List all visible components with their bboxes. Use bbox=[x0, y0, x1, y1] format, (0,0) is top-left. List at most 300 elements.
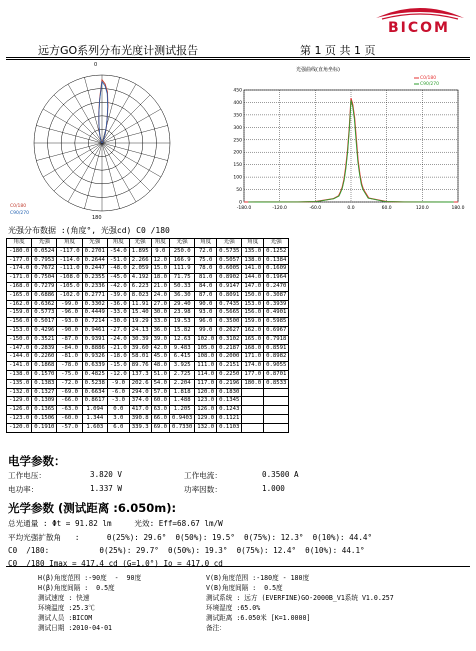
table-cell: 33.0 bbox=[151, 318, 169, 327]
table-cell: 0.1103 bbox=[217, 423, 242, 432]
table-header-cell: 光强 bbox=[129, 239, 151, 248]
table-cell: 50.33 bbox=[170, 282, 195, 291]
table-header-cell: 角度 bbox=[195, 239, 217, 248]
table-header-cell: 角度 bbox=[107, 239, 129, 248]
table-cell: 0.4449 bbox=[82, 309, 107, 318]
table-cell: -66.0 bbox=[57, 397, 82, 406]
table-cell: 9.0 bbox=[151, 247, 169, 256]
table-cell: 63.0 bbox=[151, 406, 169, 415]
x-tick-label: -60.0 bbox=[309, 206, 322, 211]
table-cell: 1.895 bbox=[129, 247, 151, 256]
table-cell: 171.0 bbox=[242, 353, 264, 362]
table-cell: -69.0 bbox=[57, 388, 82, 397]
table-cell: 0.5238 bbox=[82, 379, 107, 388]
table-cell: 0.7435 bbox=[217, 300, 242, 309]
table-cell: -33.0 bbox=[107, 309, 129, 318]
table-cell: 102.0 bbox=[195, 335, 217, 344]
table-cell: 0.6339 bbox=[82, 362, 107, 371]
table-cell: 0.6967 bbox=[264, 326, 289, 335]
table-cell: -57.0 bbox=[57, 423, 82, 432]
test-speed: 测试速度 : 快速 bbox=[38, 594, 90, 602]
report-title: 远方GO系列分布光度计测试报告 bbox=[38, 44, 199, 57]
table-cell: 15.40 bbox=[129, 309, 151, 318]
table-header-cell: 光强 bbox=[217, 239, 242, 248]
table-cell: 0.1506 bbox=[32, 414, 57, 423]
tester: 测试人员 :BICOM bbox=[38, 614, 93, 622]
table-cell: 0.1964 bbox=[264, 274, 289, 283]
table-cell: 36.0 bbox=[151, 326, 169, 335]
page-indicator: 第 1 页 共 1 页 bbox=[300, 44, 376, 57]
table-cell: -129.0 bbox=[7, 397, 32, 406]
table-cell: 0.7504 bbox=[32, 274, 57, 283]
table-cell: -75.0 bbox=[57, 370, 82, 379]
beam-angle-line: 平均光强扩散角 : θ(25%): 29.6° θ(50%): 19.5° θ(75%): 12.3° θ(10%): 44.4° bbox=[8, 533, 373, 542]
table-row bbox=[7, 370, 289, 379]
table-row bbox=[7, 335, 289, 344]
table-cell: -78.0 bbox=[57, 362, 82, 371]
table-cell: 0.2260 bbox=[32, 353, 57, 362]
table-cell: 0.2701 bbox=[82, 247, 107, 256]
table-cell bbox=[242, 414, 264, 423]
table-cell: 18.0 bbox=[151, 274, 169, 283]
table-cell bbox=[242, 406, 264, 415]
table-row bbox=[7, 423, 289, 432]
polar-spoke bbox=[102, 143, 150, 191]
line-legend-c90: C90/270 bbox=[420, 82, 439, 87]
table-cell: -105.0 bbox=[57, 282, 82, 291]
table-cell: 0.1910 bbox=[32, 423, 57, 432]
table-cell: 135.0 bbox=[242, 247, 264, 256]
table-cell: 168.0 bbox=[242, 344, 264, 353]
intensity-line-chart bbox=[226, 64, 470, 224]
table-cell: 120.0 bbox=[195, 388, 217, 397]
table-cell: -27.0 bbox=[107, 326, 129, 335]
table-row bbox=[7, 309, 289, 318]
table-cell: 78.0 bbox=[195, 265, 217, 274]
table-cell: 0.1365 bbox=[32, 406, 57, 415]
test-distance: 测试距离 :6.050米 [K=1.0000] bbox=[206, 614, 311, 622]
header-divider bbox=[6, 57, 470, 58]
table-cell: 3.0 bbox=[107, 414, 129, 423]
power-label: 电功率： bbox=[8, 485, 39, 494]
table-cell: 15.82 bbox=[170, 326, 195, 335]
table-cell: 6.0 bbox=[107, 423, 129, 432]
table-cell: 0.7672 bbox=[32, 265, 57, 274]
table-cell: -96.0 bbox=[57, 309, 82, 318]
h-angle-range: H(β)角度范围 :-90度 - 90度 bbox=[38, 574, 142, 582]
table-cell: 0.5017 bbox=[32, 318, 57, 327]
table-cell: 1.603 bbox=[82, 423, 107, 432]
current-value: 0.3500 A bbox=[262, 470, 299, 479]
table-cell: 0.8533 bbox=[264, 379, 289, 388]
polar-legend-c90: C90/270 bbox=[10, 211, 29, 216]
table-cell: 11.91 bbox=[129, 300, 151, 309]
table-cell: 84.0 bbox=[195, 282, 217, 291]
table-cell: -132.0 bbox=[7, 388, 32, 397]
y-tick-label: 100 bbox=[233, 175, 242, 181]
table-cell: 8.023 bbox=[129, 291, 151, 300]
table-cell: 39.0 bbox=[151, 335, 169, 344]
line-chart-title: 光强曲线(直角坐标) bbox=[296, 67, 340, 73]
header-divider-2 bbox=[6, 59, 470, 60]
y-tick-label: 0 bbox=[239, 200, 242, 206]
table-cell: 23.98 bbox=[170, 309, 195, 318]
table-cell: -150.0 bbox=[7, 335, 32, 344]
table-row bbox=[7, 247, 289, 256]
table-row bbox=[7, 344, 289, 353]
table-cell: 374.0 bbox=[129, 397, 151, 406]
table-cell: -120.0 bbox=[7, 423, 32, 432]
table-cell: 174.0 bbox=[242, 362, 264, 371]
table-cell: 60.0 bbox=[151, 397, 169, 406]
y-tick-label: 450 bbox=[233, 88, 242, 94]
polar-spoke bbox=[102, 125, 168, 143]
table-header-cell: 角度 bbox=[151, 239, 169, 248]
table-cell: 19.29 bbox=[129, 318, 151, 327]
table-cell: 0.6886 bbox=[32, 291, 57, 300]
polar-spoke bbox=[36, 125, 102, 143]
table-cell: 0.1243 bbox=[217, 406, 242, 415]
table-cell: 96.0 bbox=[195, 318, 217, 327]
table-cell: 0.9403 bbox=[170, 414, 195, 423]
table-cell: 2.725 bbox=[170, 370, 195, 379]
table-cell: 48.0 bbox=[151, 362, 169, 371]
polar-spoke bbox=[54, 95, 102, 143]
ambient-humidity: 环境湿度 :65.0% bbox=[206, 604, 261, 612]
table-cell: -123.0 bbox=[7, 414, 32, 423]
polar-spoke bbox=[102, 143, 136, 202]
table-cell bbox=[264, 414, 289, 423]
table-cell: 137.3 bbox=[129, 370, 151, 379]
table-cell: -174.0 bbox=[7, 265, 32, 274]
distribution-title: 光强分布数据 :(角度°, 光强cd) C0 /180 bbox=[8, 226, 170, 235]
polar-intensity-chart bbox=[8, 62, 196, 224]
table-cell: -144.0 bbox=[7, 353, 32, 362]
table-row bbox=[7, 274, 289, 283]
table-cell: 0.1309 bbox=[32, 397, 57, 406]
table-cell: 147.0 bbox=[242, 282, 264, 291]
table-cell: 0.0524 bbox=[32, 247, 57, 256]
table-cell: -84.0 bbox=[57, 344, 82, 353]
table-cell: -51.0 bbox=[107, 256, 129, 265]
table-cell: -135.0 bbox=[7, 379, 32, 388]
table-cell: 0.5985 bbox=[264, 318, 289, 327]
table-cell: 0.9147 bbox=[217, 282, 242, 291]
table-cell: 0.7330 bbox=[170, 423, 195, 432]
table-cell: -54.0 bbox=[107, 247, 129, 256]
table-cell: 0.1868 bbox=[32, 362, 57, 371]
footer-left bbox=[38, 572, 141, 632]
polar-spoke bbox=[84, 143, 102, 209]
table-cell: 0.4825 bbox=[82, 370, 107, 379]
table-cell: 150.0 bbox=[242, 291, 264, 300]
table-cell: 162.0 bbox=[242, 326, 264, 335]
table-cell: 0.7953 bbox=[32, 256, 57, 265]
table-cell: 0.7279 bbox=[32, 282, 57, 291]
table-cell: 0.0 bbox=[107, 406, 129, 415]
polar-legend-c0: C0/180 bbox=[10, 204, 27, 209]
table-cell: 0.9391 bbox=[82, 335, 107, 344]
table-cell: 141.0 bbox=[242, 265, 264, 274]
table-cell: -3.0 bbox=[107, 397, 129, 406]
polar-spoke bbox=[43, 109, 102, 143]
table-cell: 0.8982 bbox=[264, 353, 289, 362]
table-cell: -6.0 bbox=[107, 388, 129, 397]
table-cell: 0.5057 bbox=[217, 256, 242, 265]
h-angle-step: H(β)角度间隔 : 0.5度 bbox=[38, 584, 115, 592]
table-cell: 180.0 bbox=[242, 379, 264, 388]
polar-bottom-label: 180 bbox=[92, 215, 102, 221]
table-cell: 138.0 bbox=[242, 256, 264, 265]
table-cell: 71.75 bbox=[170, 274, 195, 283]
table-cell: 15.0 bbox=[151, 265, 169, 274]
test-system: 测试系统 : 远方 (EVERFINE)GO-2000B_V1系统 V1.0.257 bbox=[206, 594, 394, 602]
table-header-row bbox=[7, 239, 289, 248]
table-cell: -147.0 bbox=[7, 344, 32, 353]
table-cell: 0.1327 bbox=[32, 388, 57, 397]
footer-divider bbox=[6, 566, 470, 567]
table-cell: 0.1830 bbox=[217, 388, 242, 397]
table-cell: -36.0 bbox=[107, 300, 129, 309]
table-cell: 0.1345 bbox=[217, 397, 242, 406]
table-cell: 0.7214 bbox=[82, 318, 107, 327]
polar-spoke bbox=[43, 143, 102, 177]
table-cell: -60.0 bbox=[57, 414, 82, 423]
table-cell: 3.925 bbox=[170, 362, 195, 371]
table-cell: -111.0 bbox=[57, 265, 82, 274]
table-cell: 0.3087 bbox=[264, 291, 289, 300]
polar-series-c0 bbox=[99, 80, 108, 143]
polar-spoke bbox=[102, 143, 120, 209]
table-cell: 144.0 bbox=[242, 274, 264, 283]
table-cell: 0.2250 bbox=[217, 370, 242, 379]
table-cell: 0.2644 bbox=[82, 256, 107, 265]
polar-top-label: 0 bbox=[94, 62, 98, 68]
optical-section-title: 光学参数 (测试距离 :6.050m): bbox=[8, 501, 177, 515]
table-cell: 0.1383 bbox=[32, 379, 57, 388]
table-cell: 36.30 bbox=[170, 291, 195, 300]
table-cell: 0.3102 bbox=[217, 335, 242, 344]
x-tick-label: -180.0 bbox=[236, 206, 252, 211]
table-cell: -63.0 bbox=[57, 406, 82, 415]
table-cell: 1.344 bbox=[82, 414, 107, 423]
table-cell: 69.0 bbox=[151, 423, 169, 432]
table-cell: 0.1384 bbox=[264, 256, 289, 265]
table-header-cell: 光强 bbox=[82, 239, 107, 248]
table-cell: 0.3939 bbox=[264, 300, 289, 309]
table-cell: 1.488 bbox=[170, 397, 195, 406]
table-cell: 0.2839 bbox=[32, 344, 57, 353]
table-cell: -168.0 bbox=[7, 282, 32, 291]
table-cell: 30.0 bbox=[151, 309, 169, 318]
table-cell: -162.0 bbox=[7, 300, 32, 309]
table-cell: -171.0 bbox=[7, 274, 32, 283]
electrical-section-title: 电学参数： bbox=[8, 454, 66, 468]
table-cell: 0.9461 bbox=[82, 326, 107, 335]
table-cell: 339.3 bbox=[129, 423, 151, 432]
table-cell: -90.0 bbox=[57, 326, 82, 335]
table-cell: 24.0 bbox=[151, 291, 169, 300]
table-header-cell: 光强 bbox=[32, 239, 57, 248]
table-cell: 29.40 bbox=[170, 300, 195, 309]
table-cell: 1.094 bbox=[82, 406, 107, 415]
table-cell: -165.0 bbox=[7, 291, 32, 300]
polar-spoke bbox=[102, 77, 120, 143]
table-cell bbox=[242, 423, 264, 432]
table-cell: 0.6005 bbox=[217, 265, 242, 274]
table-cell: 0.8886 bbox=[82, 344, 107, 353]
x-tick-label: 120.0 bbox=[415, 206, 429, 211]
table-cell: -12.0 bbox=[107, 370, 129, 379]
table-cell: 0.9055 bbox=[264, 362, 289, 371]
table-cell: -114.0 bbox=[57, 256, 82, 265]
power-factor-label: 功率因数： bbox=[184, 485, 222, 494]
table-cell: 90.0 bbox=[195, 300, 217, 309]
table-cell: 21.0 bbox=[151, 282, 169, 291]
table-cell: 0.7918 bbox=[264, 335, 289, 344]
table-header-cell: 光强 bbox=[264, 239, 289, 248]
voltage-label: 工作电压： bbox=[8, 471, 46, 480]
table-cell: -156.0 bbox=[7, 318, 32, 327]
table-cell: 39.60 bbox=[129, 344, 151, 353]
luminous-flux-line: 总光通量 : Φt = 91.82 lm 光效: Eff=68.67 lm/W bbox=[8, 519, 223, 528]
v-angle-step: V(B)角度间隔 : 0.5度 bbox=[206, 584, 283, 592]
table-cell: 126.0 bbox=[195, 406, 217, 415]
table-cell: -18.0 bbox=[107, 353, 129, 362]
y-tick-label: 50 bbox=[236, 188, 242, 194]
table-cell: 0.2196 bbox=[217, 379, 242, 388]
x-tick-label: 60.0 bbox=[381, 206, 392, 211]
table-cell: 0.5735 bbox=[217, 247, 242, 256]
x-tick-label: -120.0 bbox=[272, 206, 287, 211]
table-cell: 93.0 bbox=[195, 309, 217, 318]
table-cell: -138.0 bbox=[7, 370, 32, 379]
table-cell: 123.0 bbox=[195, 397, 217, 406]
polar-spoke bbox=[54, 143, 102, 191]
table-cell: 1.818 bbox=[170, 388, 195, 397]
table-row bbox=[7, 291, 289, 300]
table-cell: 24.13 bbox=[129, 326, 151, 335]
table-cell: 0.2336 bbox=[82, 282, 107, 291]
table-cell: 0.8091 bbox=[217, 291, 242, 300]
table-cell: 156.0 bbox=[242, 309, 264, 318]
ambient-temperature: 环境温度 :25.3℃ bbox=[38, 604, 95, 612]
test-date: 测试日期 :2010-04-01 bbox=[38, 624, 113, 632]
table-cell: 27.0 bbox=[151, 300, 169, 309]
table-row bbox=[7, 353, 289, 362]
table-cell: 0.8701 bbox=[264, 370, 289, 379]
table-cell bbox=[264, 406, 289, 415]
table-cell: 0.2470 bbox=[264, 282, 289, 291]
table-cell: -108.0 bbox=[57, 274, 82, 283]
table-cell: 99.0 bbox=[195, 326, 217, 335]
table-cell: 57.0 bbox=[151, 388, 169, 397]
polar-spoke bbox=[68, 143, 102, 202]
table-cell bbox=[242, 388, 264, 397]
polar-spoke bbox=[36, 143, 102, 161]
current-label: 工作电流： bbox=[184, 471, 222, 480]
table-cell: -117.0 bbox=[57, 247, 82, 256]
table-cell: 117.0 bbox=[195, 379, 217, 388]
polar-spoke bbox=[102, 143, 161, 177]
x-tick-label: 180.0 bbox=[451, 206, 465, 211]
table-cell: 105.0 bbox=[195, 344, 217, 353]
table-cell: 58.01 bbox=[129, 353, 151, 362]
table-cell: 51.0 bbox=[151, 370, 169, 379]
table-cell: 0.2771 bbox=[82, 291, 107, 300]
table-cell: 0.3500 bbox=[217, 318, 242, 327]
table-cell: 75.0 bbox=[195, 256, 217, 265]
table-row bbox=[7, 300, 289, 309]
table-cell: 153.0 bbox=[242, 300, 264, 309]
table-cell: 0.6362 bbox=[32, 300, 57, 309]
table-cell: -45.0 bbox=[107, 274, 129, 283]
table-cell: 1.205 bbox=[170, 406, 195, 415]
table-cell: 12.63 bbox=[170, 335, 195, 344]
polar-spoke bbox=[102, 109, 161, 143]
table-row bbox=[7, 406, 289, 415]
table-cell: 0.1121 bbox=[217, 414, 242, 423]
table-cell: -15.0 bbox=[107, 362, 129, 371]
table-cell: -9.0 bbox=[107, 379, 129, 388]
table-cell: 390.8 bbox=[129, 414, 151, 423]
table-row bbox=[7, 256, 289, 265]
table-row bbox=[7, 265, 289, 274]
table-cell: 0.9326 bbox=[82, 353, 107, 362]
table-cell: -153.0 bbox=[7, 326, 32, 335]
table-cell: -159.0 bbox=[7, 309, 32, 318]
table-cell: -126.0 bbox=[7, 406, 32, 415]
company-logo bbox=[368, 4, 472, 38]
table-cell: 0.2187 bbox=[217, 344, 242, 353]
brand-name: BICOM bbox=[388, 20, 450, 36]
table-cell: 417.0 bbox=[129, 406, 151, 415]
v-angle-range: V(B)角度范围 :-180度 - 180度 bbox=[206, 574, 310, 582]
table-cell: 0.2627 bbox=[217, 326, 242, 335]
y-tick-label: 300 bbox=[233, 125, 242, 131]
table-header-cell: 光强 bbox=[170, 239, 195, 248]
power-value: 1.337 W bbox=[90, 484, 123, 493]
table-cell: 0.6634 bbox=[82, 388, 107, 397]
power-factor-value: 1.000 bbox=[262, 484, 285, 493]
table-cell: 2.266 bbox=[129, 256, 151, 265]
table-cell: 45.0 bbox=[151, 353, 169, 362]
table-cell: 0.8617 bbox=[82, 397, 107, 406]
line-legend-c0: C0/180 bbox=[420, 76, 437, 81]
table-cell: 108.0 bbox=[195, 353, 217, 362]
table-cell bbox=[264, 388, 289, 397]
table-row bbox=[7, 397, 289, 406]
remarks: 备注： bbox=[206, 624, 226, 632]
table-cell: -102.0 bbox=[57, 291, 82, 300]
y-tick-label: 200 bbox=[233, 150, 242, 156]
table-cell: 159.0 bbox=[242, 318, 264, 327]
polar-spoke bbox=[68, 84, 102, 143]
table-row bbox=[7, 362, 289, 371]
table-cell bbox=[242, 397, 264, 406]
x-tick-label: 0.0 bbox=[347, 206, 355, 211]
table-cell: 0.1570 bbox=[32, 370, 57, 379]
table-header-cell: 角度 bbox=[57, 239, 82, 248]
table-cell: 6.415 bbox=[170, 353, 195, 362]
table-cell: -24.0 bbox=[107, 335, 129, 344]
table-cell: -93.0 bbox=[57, 318, 82, 327]
table-cell: 42.0 bbox=[151, 344, 169, 353]
table-cell: 129.0 bbox=[195, 414, 217, 423]
table-cell: -48.0 bbox=[107, 265, 129, 274]
intensity-distribution-table bbox=[6, 238, 289, 433]
table-cell: 114.0 bbox=[195, 370, 217, 379]
